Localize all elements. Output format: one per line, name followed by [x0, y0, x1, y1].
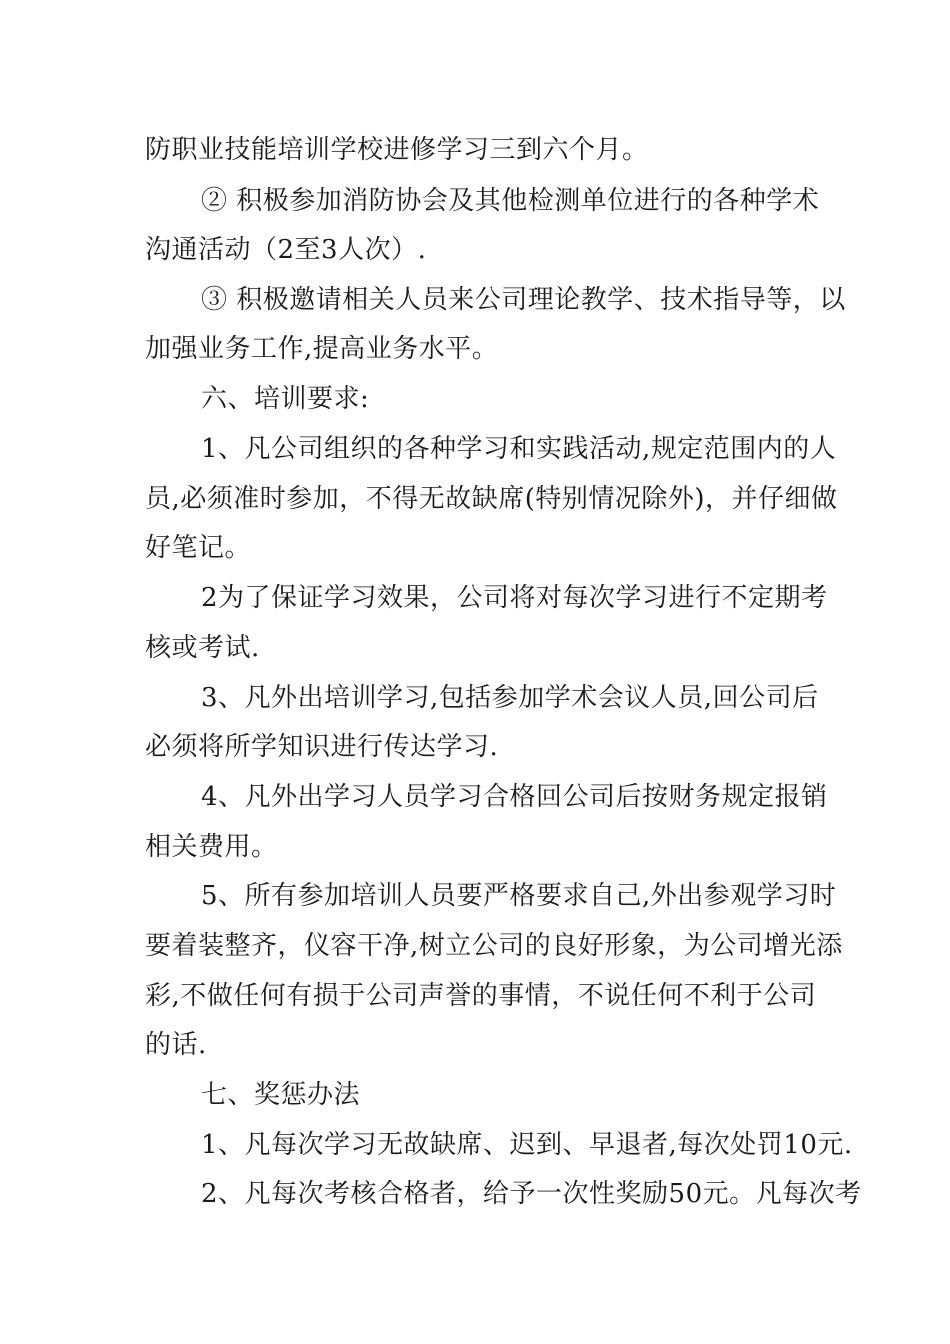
text-line: 4、凡外出学习人员学习合格回公司后按财务规定报销: [201, 782, 828, 812]
text-line: 核或考试.: [145, 633, 260, 663]
text-line: 防职业技能培训学校进修学习三到六个月。: [145, 135, 649, 165]
text-line: 1、凡每次学习无故缺席、迟到、早退者,每次处罚10元.: [201, 1130, 853, 1160]
text-line: 的话.: [145, 1030, 207, 1060]
section-heading: 七、奖惩办法: [201, 1080, 361, 1110]
text-line: 彩,不做任何有损于公司声誉的事情，不说任何不利于公司: [145, 981, 817, 1011]
text-line: 2、凡每次考核合格者，给予一次性奖励50元。凡每次考: [201, 1179, 862, 1209]
text-line: 相关费用。: [145, 832, 278, 862]
text-line: 好笔记。: [145, 533, 252, 563]
text-line: 1、凡公司组织的各种学习和实践活动,规定范围内的人: [201, 434, 837, 464]
text-line: 5、所有参加培训人员要严格要求自己,外出参观学习时: [201, 881, 837, 911]
section-heading: 六、培训要求:: [201, 384, 370, 414]
text-line: ③ 积极邀请相关人员来公司理论教学、技术指导等，以: [201, 285, 846, 315]
text-line: 沟通活动（2至3人次）.: [145, 235, 427, 265]
text-line: 必须将所学知识进行传达学习.: [145, 732, 499, 762]
text-line: 2为了保证学习效果，公司将对每次学习进行不定期考: [201, 583, 828, 613]
text-line: 要着装整齐，仪容干净,树立公司的良好形象，为公司增光添: [145, 931, 843, 961]
text-line: 员,必须准时参加，不得无故缺席(特别情况除外)，并仔细做: [145, 484, 838, 514]
text-line: 加强业务工作,提高业务水平。: [145, 334, 499, 364]
text-line: 3、凡外出培训学习,包括参加学术会议人员,回公司后: [201, 683, 819, 713]
text-line: ② 积极参加消防协会及其他检测单位进行的各种学术: [201, 186, 820, 216]
